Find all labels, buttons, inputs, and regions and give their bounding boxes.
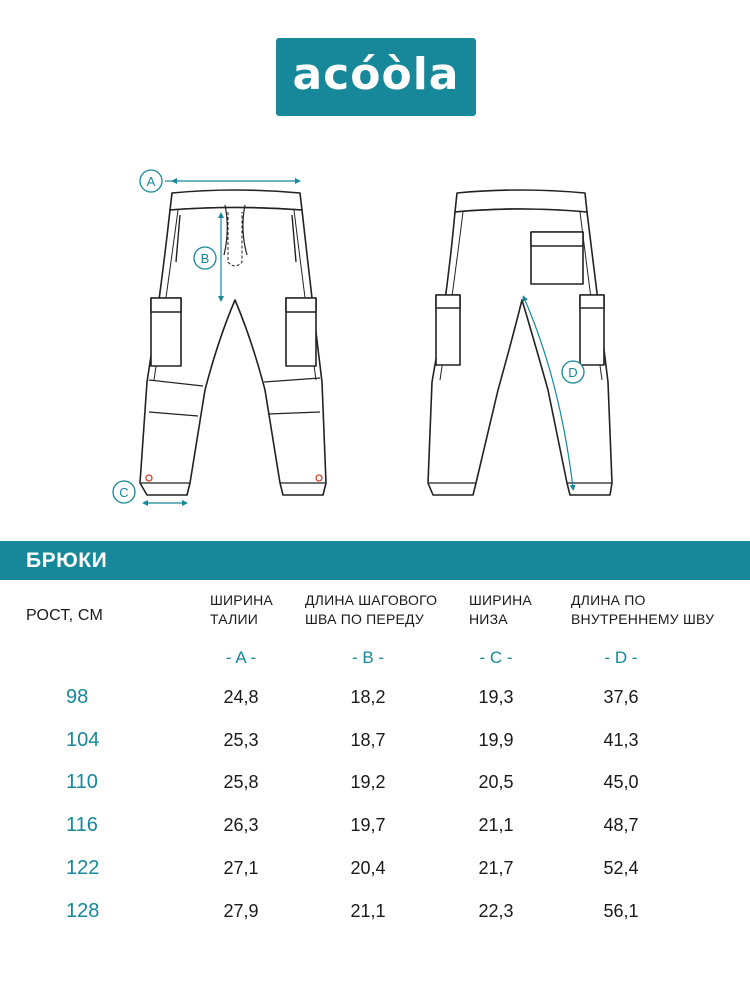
- value-cell-b: 18,7: [350, 730, 386, 750]
- value-cell-c: 20,5: [478, 772, 514, 792]
- size-cell: 128: [66, 900, 100, 922]
- brand-logo-text: acóòla: [292, 49, 460, 100]
- value-cell-a: 24,8: [223, 687, 259, 707]
- column-header-b-line1: ДЛИНА ШАГОВОГО: [305, 592, 438, 608]
- marker-c-label: C: [119, 485, 129, 500]
- table-row: [0, 853, 750, 883]
- table-row: [0, 725, 750, 755]
- size-column-header: РОСТ, СМ: [26, 607, 103, 624]
- size-cell: 98: [66, 686, 89, 708]
- column-header-d-line1: ДЛИНА ПО: [571, 592, 646, 608]
- value-cell-c: 21,1: [478, 815, 514, 835]
- value-cell-a: 25,8: [223, 772, 259, 792]
- brand-logo: [276, 38, 476, 116]
- pants-back-view: [428, 190, 612, 495]
- column-header-a: [210, 591, 273, 629]
- column-letter-c: - C -: [479, 648, 513, 667]
- table-row: [0, 767, 750, 797]
- column-header-c: [469, 591, 532, 629]
- value-cell-c: 19,9: [478, 730, 514, 750]
- marker-a-label: A: [146, 174, 156, 189]
- column-header-c-line2: НИЗА: [469, 611, 508, 627]
- column-header-c-line1: ШИРИНА: [469, 592, 532, 608]
- column-letter-d: - D -: [604, 648, 638, 667]
- marker-d: [562, 361, 584, 383]
- size-cell: 110: [66, 771, 98, 793]
- column-header-a-line2: ТАЛИИ: [210, 611, 259, 627]
- column-header-b-line2: ШВА ПО ПЕРЕДУ: [305, 611, 424, 627]
- value-cell-d: 41,3: [603, 730, 639, 750]
- marker-b: [194, 247, 216, 269]
- value-cell-a: 26,3: [223, 815, 259, 835]
- value-cell-b: 21,1: [350, 901, 386, 921]
- column-header-d: [571, 591, 714, 629]
- table-row: [0, 810, 750, 840]
- value-cell-c: 22,3: [478, 901, 514, 921]
- value-cell-b: 19,2: [350, 772, 386, 792]
- size-cell: 116: [66, 814, 98, 836]
- size-cell: 122: [66, 857, 100, 879]
- value-cell-d: 48,7: [603, 815, 639, 835]
- value-cell-b: 19,7: [350, 815, 386, 835]
- value-cell-d: 37,6: [603, 687, 639, 707]
- column-letter-a: - A -: [225, 648, 257, 667]
- value-cell-c: 19,3: [478, 687, 514, 707]
- value-cell-c: 21,7: [478, 858, 514, 878]
- marker-b-label: B: [200, 251, 210, 266]
- section-title: БРЮКИ: [26, 549, 108, 572]
- value-cell-b: 18,2: [350, 687, 386, 707]
- table-row: [0, 682, 750, 712]
- column-header-a-line1: ШИРИНА: [210, 592, 273, 608]
- value-cell-d: 56,1: [603, 901, 639, 921]
- value-cell-d: 52,4: [603, 858, 639, 878]
- marker-c: [113, 481, 135, 503]
- table-row: [0, 896, 750, 926]
- value-cell-a: 27,9: [223, 901, 259, 921]
- column-header-b: [305, 591, 437, 629]
- value-cell-a: 25,3: [223, 730, 259, 750]
- pants-technical-sketch: [0, 150, 750, 520]
- column-header-d-line2: ВНУТРЕННЕМУ ШВУ: [571, 611, 715, 627]
- column-letter-b: - B -: [351, 648, 385, 667]
- value-cell-b: 20,4: [350, 858, 386, 878]
- section-banner: [0, 541, 750, 580]
- marker-d-label: D: [568, 365, 578, 380]
- marker-a: [140, 170, 162, 192]
- pants-front-view: [140, 190, 326, 495]
- size-cell: 104: [66, 729, 100, 751]
- value-cell-a: 27,1: [223, 858, 259, 878]
- value-cell-d: 45,0: [603, 772, 639, 792]
